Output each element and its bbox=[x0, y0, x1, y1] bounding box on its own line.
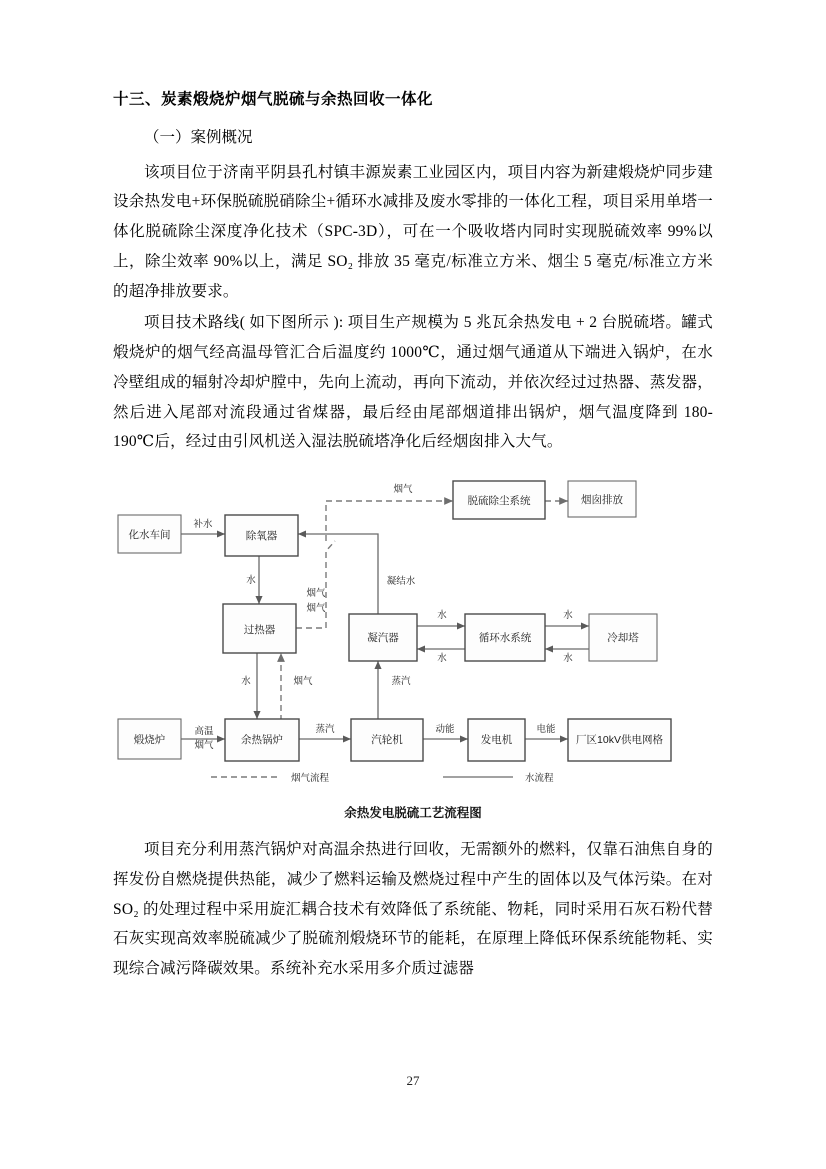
edge-label-high-temp-2: 烟气 bbox=[194, 740, 214, 752]
paragraph-tech-route: 项目技术路线( 如下图所示 ): 项目生产规模为 5 兆瓦余热发电 + 2 台脱硫塔。罐式煅烧炉的烟气经高温母管汇合后温度约 1000℃，通过烟气通道从下端进入锅炉，在水冷壁组成的辐射冷却炉膛中，先向上流动，再向下流动，并依次经过过热器、蒸发器，然后进入尾部对流段通过省煤器，最后经由尾部烟道排出锅炉，烟气温度降到 180-190℃后，经过由引风机送入湿法脱硫塔净化后经烟囱排入大气。 bbox=[113, 314, 713, 451]
edge-label-water-in-2: 水 bbox=[563, 653, 573, 665]
node-label: 厂区10kV供电网格 bbox=[576, 734, 663, 747]
process-flow-diagram bbox=[113, 471, 713, 801]
node-label: 发电机 bbox=[480, 734, 513, 747]
gas-edge-superheater-to-bus bbox=[296, 541, 335, 628]
edge-label-condensate: 凝结水 bbox=[386, 576, 416, 588]
page-number: 27 bbox=[406, 1073, 420, 1088]
node-label: 汽轮机 bbox=[371, 734, 403, 747]
node-ningqiqi bbox=[349, 614, 417, 661]
node-qilunji bbox=[351, 719, 423, 761]
page-title: 十三、炭素煅烧炉烟气脱硫与余热回收一体化 bbox=[113, 91, 434, 108]
node-label: 凝汽器 bbox=[367, 632, 399, 645]
paragraph-benefits: 项目充分利用蒸汽锅炉对高温余热进行回收，无需额外的燃料，仅靠石油焦自身的挥发份自燃烧提供热能，减少了燃料运输及燃烧过程中产生的固体以及气体污染。在对 SO₂ 的处理过程中采用旋汇耦合技术有效降低了系统能、物耗，同时采用石灰石粉代替石灰实现高效率脱硫减少了脱硫剂煅烧环节的能耗，在原理上降低环保系统能物耗、实现综合减污降碳效果。系统补充水采用多介质过滤器 bbox=[113, 841, 713, 978]
node-lengqueta bbox=[589, 614, 657, 661]
node-tuoliu bbox=[453, 481, 545, 519]
gas-edge-bus-to-desulfur bbox=[326, 501, 453, 541]
node-huashui bbox=[118, 515, 181, 553]
edge-label-water-1: 水 bbox=[246, 575, 256, 587]
node-label: 余热锅炉 bbox=[241, 734, 283, 747]
node-label: 冷却塔 bbox=[607, 632, 639, 645]
edge-label-water-out-1: 水 bbox=[437, 610, 447, 622]
edge-label-flue-gas-low: 烟气 bbox=[293, 676, 313, 688]
node-label: 烟囱排放 bbox=[581, 494, 623, 507]
node-fadianji bbox=[468, 719, 525, 761]
edge-label-kinetic-energy: 动能 bbox=[435, 724, 455, 736]
edge-label-electric-energy: 电能 bbox=[536, 724, 556, 736]
node-guoreqi bbox=[223, 604, 296, 653]
node-yancong bbox=[568, 481, 636, 517]
page-content bbox=[113, 88, 713, 986]
edge-label-water-2: 水 bbox=[241, 676, 251, 688]
node-dianwang bbox=[568, 719, 671, 761]
legend bbox=[211, 772, 554, 784]
figure-caption: 余热发电脱硫工艺流程图 bbox=[344, 806, 482, 821]
edge-label-makeup-water: 补水 bbox=[193, 519, 213, 531]
node-label: 过热器 bbox=[243, 624, 276, 637]
edge-label-flue-gas-top: 烟气 bbox=[393, 484, 413, 496]
water-edge-condenser-to-deaerator bbox=[298, 534, 378, 614]
edge-label-flue-gas-mid-2: 烟气 bbox=[306, 603, 326, 615]
legend-label-water: 水流程 bbox=[525, 773, 554, 785]
node-chuyangqi bbox=[225, 515, 298, 556]
edge-label-water-in-1: 水 bbox=[437, 653, 447, 665]
node-label: 煅烧炉 bbox=[133, 734, 166, 747]
paragraph-overview: 该项目位于济南平阴县孔村镇丰源炭素工业园区内，项目内容为新建煅烧炉同步建设余热发电+环保脱硫脱硝除尘+循环水减排及废水零排的一体化工程，项目采用单塔一体化脱硫除尘深度净化技术（SPC-3D），可在一个吸收塔内同时实现脱硫效率 99%以上，除尘效率 90%以上，满足 SO₂ 排放 35 毫克/标准立方米、烟尘 5 毫克/标准立方米的超净排放要求。 bbox=[113, 163, 713, 300]
node-label: 循环水系统 bbox=[478, 632, 532, 645]
section-heading: （一）案例概况 bbox=[144, 129, 253, 147]
node-xunhuan bbox=[465, 614, 545, 661]
edge-label-flue-gas-mid-1: 烟气 bbox=[306, 588, 326, 600]
node-yureguolu bbox=[225, 719, 299, 761]
edge-label-steam-right: 蒸汽 bbox=[315, 724, 335, 736]
node-label: 除氧器 bbox=[245, 530, 278, 543]
edge-label-high-temp-1: 高温 bbox=[194, 726, 214, 738]
node-label: 化水车间 bbox=[128, 529, 171, 542]
edge-label-steam-up: 蒸汽 bbox=[391, 676, 411, 688]
node-label: 脱硫除尘系统 bbox=[467, 495, 531, 508]
node-duanshao bbox=[118, 719, 181, 759]
edge-label-water-out-2: 水 bbox=[563, 610, 573, 622]
legend-label-gas: 烟气流程 bbox=[291, 773, 330, 785]
